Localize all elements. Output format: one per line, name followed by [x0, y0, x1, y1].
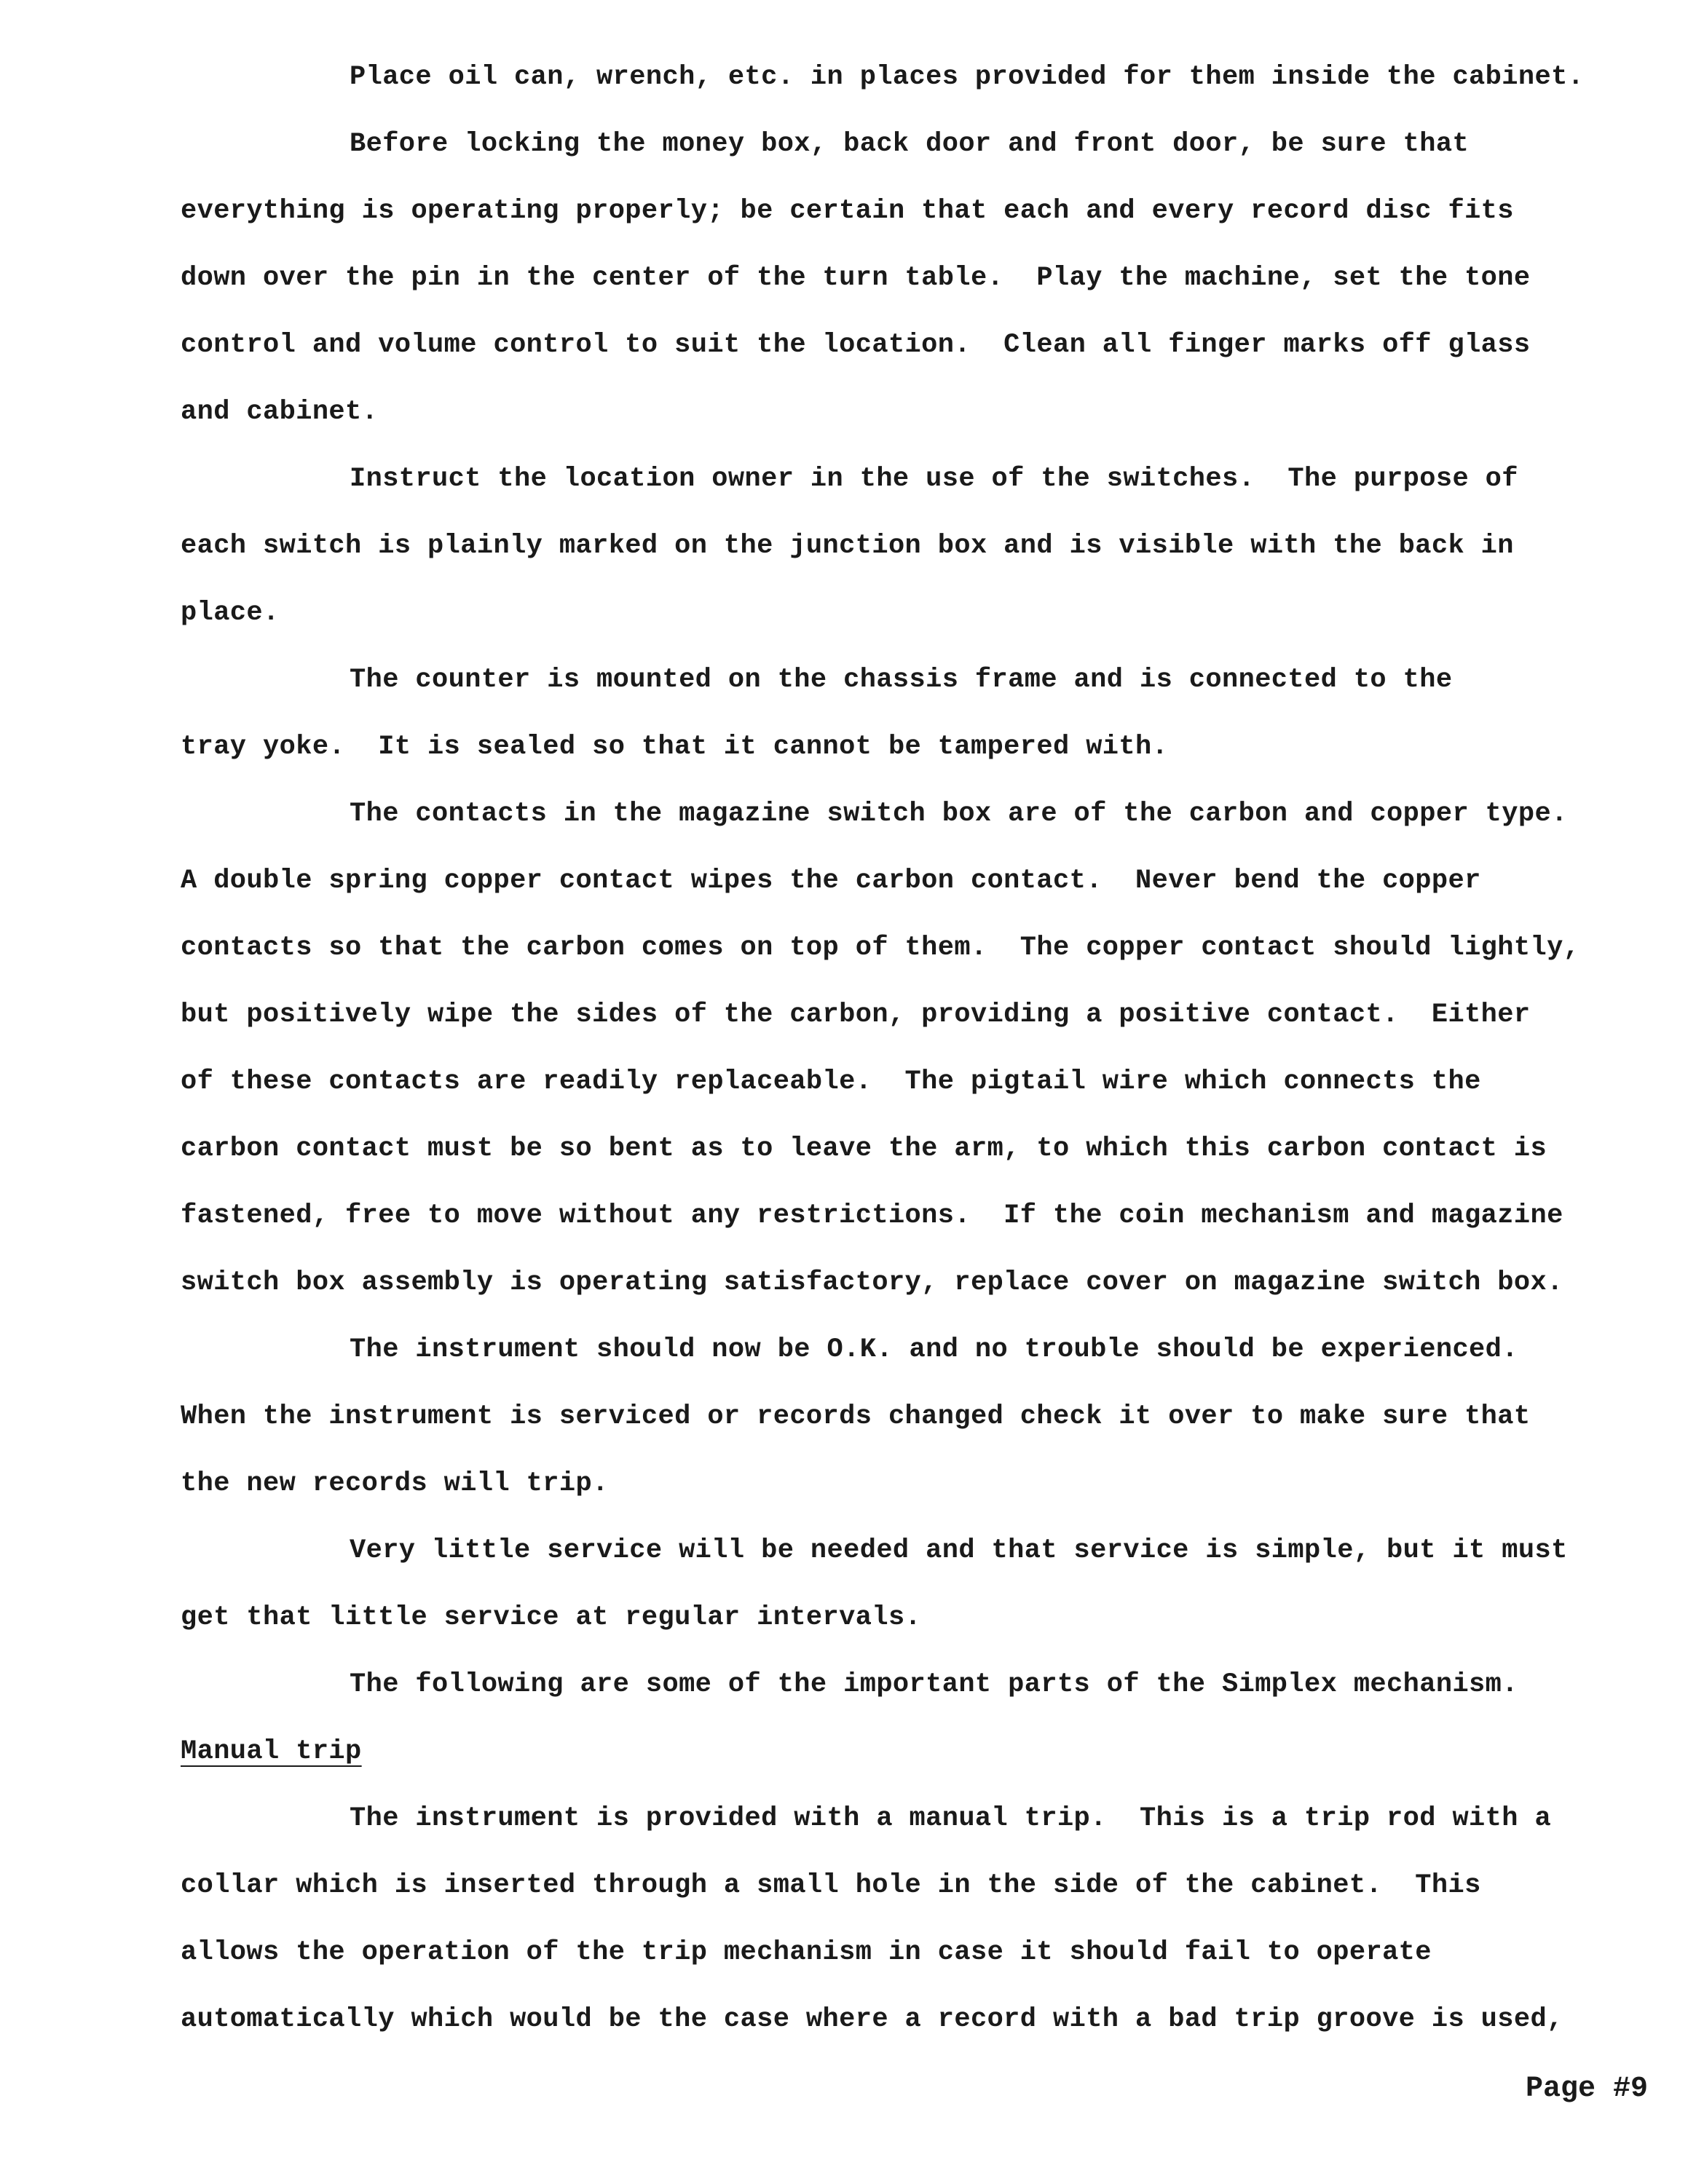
text-line: the new records will trip.	[181, 1468, 609, 1499]
text-line: fastened, free to move without any restrictions. If the coin mechanism and magazine	[181, 1200, 1563, 1231]
text-line: get that little service at regular intervals.	[181, 1602, 922, 1633]
text-line: The following are some of the important parts of the Simplex mechanism.	[350, 1669, 1518, 1700]
section-heading-label: Manual trip	[181, 1736, 362, 1767]
text-line: The counter is mounted on the chassis frame and is connected to the	[350, 665, 1453, 695]
body-text	[181, 44, 1644, 2053]
text-line: The instrument is provided with a manual trip. This is a trip rod with a	[350, 1803, 1552, 1834]
text-line: tray yoke. It is sealed so that it cannot be tampered with.	[181, 732, 1169, 762]
text-line: A double spring copper contact wipes the carbon contact. Never bend the copper	[181, 866, 1481, 896]
text-line: carbon contact must be so bent as to leave the arm, to which this carbon contact is	[181, 1133, 1547, 1164]
text-line: The instrument should now be O.K. and no trouble should be experienced.	[350, 1334, 1518, 1365]
text-line: each switch is plainly marked on the junction box and is visible with the back in	[181, 531, 1514, 561]
text-line: and cabinet.	[181, 397, 379, 427]
text-line: contacts so that the carbon comes on top of them. The copper contact should lightly,	[181, 933, 1580, 963]
text-line: The contacts in the magazine switch box are of the carbon and copper type.	[350, 799, 1568, 829]
section-heading	[181, 1718, 1644, 1785]
text-line: allows the operation of the trip mechanism in case it should fail to operate	[181, 1937, 1432, 1968]
text-line: place.	[181, 598, 280, 628]
text-line: Place oil can, wrench, etc. in places provided for them inside the cabinet.	[350, 62, 1585, 92]
text-line: Very little service will be needed and that service is simple, but it must	[350, 1535, 1568, 1566]
text-line: control and volume control to suit the location. Clean all finger marks off glass	[181, 330, 1531, 360]
text-line: Instruct the location owner in the use of the switches. The purpose of	[350, 464, 1518, 494]
page-number: Page #9	[1526, 2073, 1649, 2105]
text-line: collar which is inserted through a small hole in the side of the cabinet. This	[181, 1870, 1481, 1901]
text-line: down over the pin in the center of the turn table. Play the machine, set the tone	[181, 263, 1531, 293]
text-line: everything is operating properly; be certain that each and every record disc fits	[181, 196, 1514, 226]
text-line: When the instrument is serviced or records changed check it over to make sure that	[181, 1401, 1531, 1432]
text-line: but positively wipe the sides of the carbon, providing a positive contact. Either	[181, 1000, 1531, 1030]
text-line: switch box assembly is operating satisfactory, replace cover on magazine switch box.	[181, 1267, 1563, 1298]
text-line: of these contacts are readily replaceable. The pigtail wire which connects the	[181, 1067, 1481, 1097]
text-line: Before locking the money box, back door and front door, be sure that	[350, 129, 1470, 159]
text-line: automatically which would be the case where a record with a bad trip groove is used,	[181, 2004, 1563, 2035]
